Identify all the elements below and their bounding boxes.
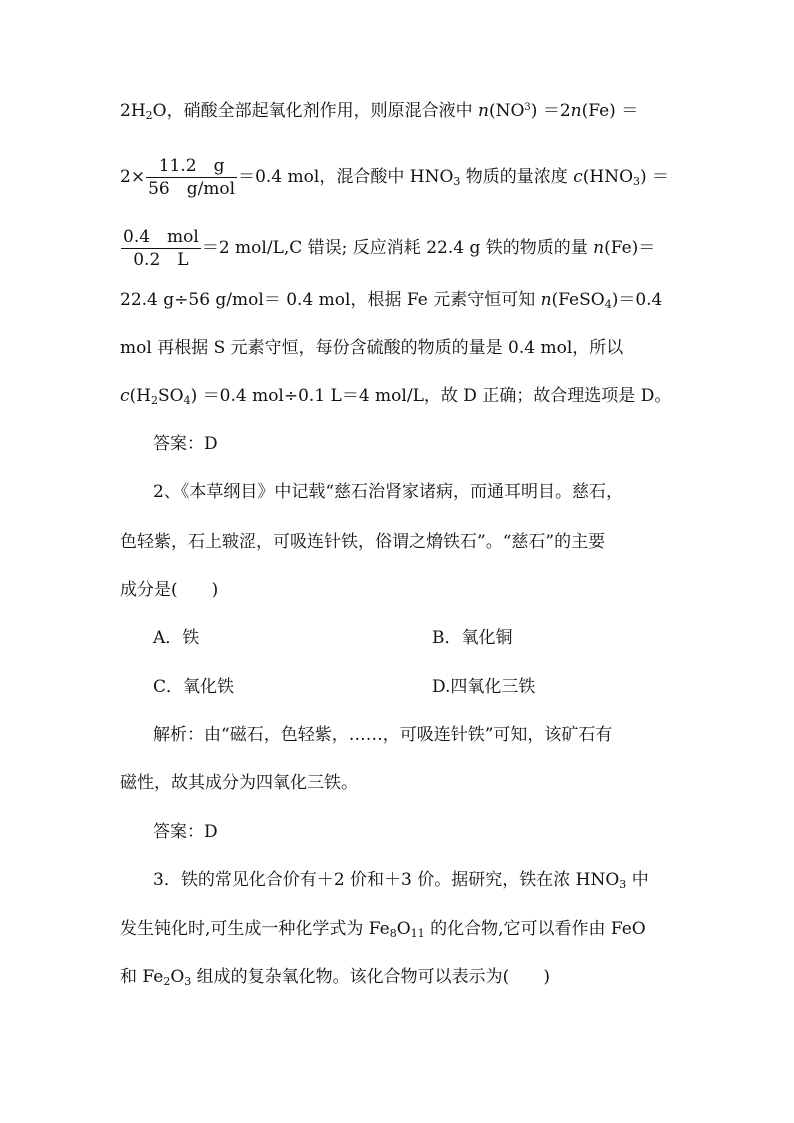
- q2-answer: 答案：D: [153, 822, 218, 842]
- fraction: $\frac{11.2 g}{\text{56 g/mol}}$: [148, 156, 236, 199]
- q1-line-2: 2× $\frac{11.2 g}{\text{56 g/mol}}$ ＝0.4 mol，混合酸中 $HNO_3$ 物质的量浓度 $c(HNO_3)$ ＝: [120, 156, 670, 199]
- q2-analysis-line-2: 磁性，故其成分为四氧化三铁。: [120, 773, 358, 793]
- option-b: B．氧化铜: [432, 628, 513, 648]
- q2-stem-line-3: 成分是( ): [120, 580, 219, 600]
- q1-answer: 答案：D: [153, 434, 218, 454]
- q3-stem-line-2: 发生钝化时,可生成一种化学式为 $Fe_8O_{11}$ 的化合物,它可以看作由 FeO: [120, 919, 646, 940]
- option-a: A．铁: [153, 628, 200, 648]
- q1-line-4: 22.4 g÷56 g/mol＝ 0.4 mol，根据 Fe 元素守恒可知 n(FeSO$_4$)＝0.4: [120, 290, 663, 311]
- option-c: C．氧化铁: [153, 677, 235, 697]
- q2-stem-line-2: 色轻紫，石上皲涩，可吸连针铁，俗谓之熁铁石”。“慈石”的主要: [120, 532, 606, 552]
- q1-line-1: $2H_2O$，硝酸全部起氧化剂作用，则原混合液中 $n(NO^3) =2n(Fe)$ ＝: [120, 101, 639, 122]
- fraction: $\frac{\text{0.4 mol}}{0.2 L}$: [123, 227, 199, 270]
- q3-stem-line-3: 和 $Fe_2O_3$ 组成的复杂氧化物。该化合物可以表示为( ): [120, 967, 550, 988]
- q2-options-row-1: [153, 626, 513, 650]
- q2-stem-line-1: 2、《本草纲目》中记载“慈石治肾家诸病，而通耳明目。慈石，: [153, 482, 624, 502]
- q2-options-row-2: [153, 675, 536, 699]
- q1-line-6: $c(H_2SO_4) =0.4$ mol÷0.1 L＝4 mol/L，故 D 正确；故合理选项是 D。: [120, 386, 672, 407]
- q1-line-3: $\frac{\text{0.4 mol}}{0.2 L}$ ＝2 mol/L,C 错误; 反应消耗 22.4 g 铁的物质的量 n(Fe)＝: [123, 227, 656, 270]
- q3-stem-line-1: 3．铁的常见化合价有＋2 价和＋3 价。据研究，铁在浓 $HNO_3$ 中: [153, 870, 649, 891]
- q2-analysis-line-1: 解析：由“磁石，色轻紫，……，可吸连针铁”可知，该矿石有: [153, 725, 613, 745]
- option-d: D.四氧化三铁: [432, 677, 536, 697]
- q1-line-5: mol 再根据 S 元素守恒，每份含硫酸的物质的量是 0.4 mol，所以: [120, 338, 624, 358]
